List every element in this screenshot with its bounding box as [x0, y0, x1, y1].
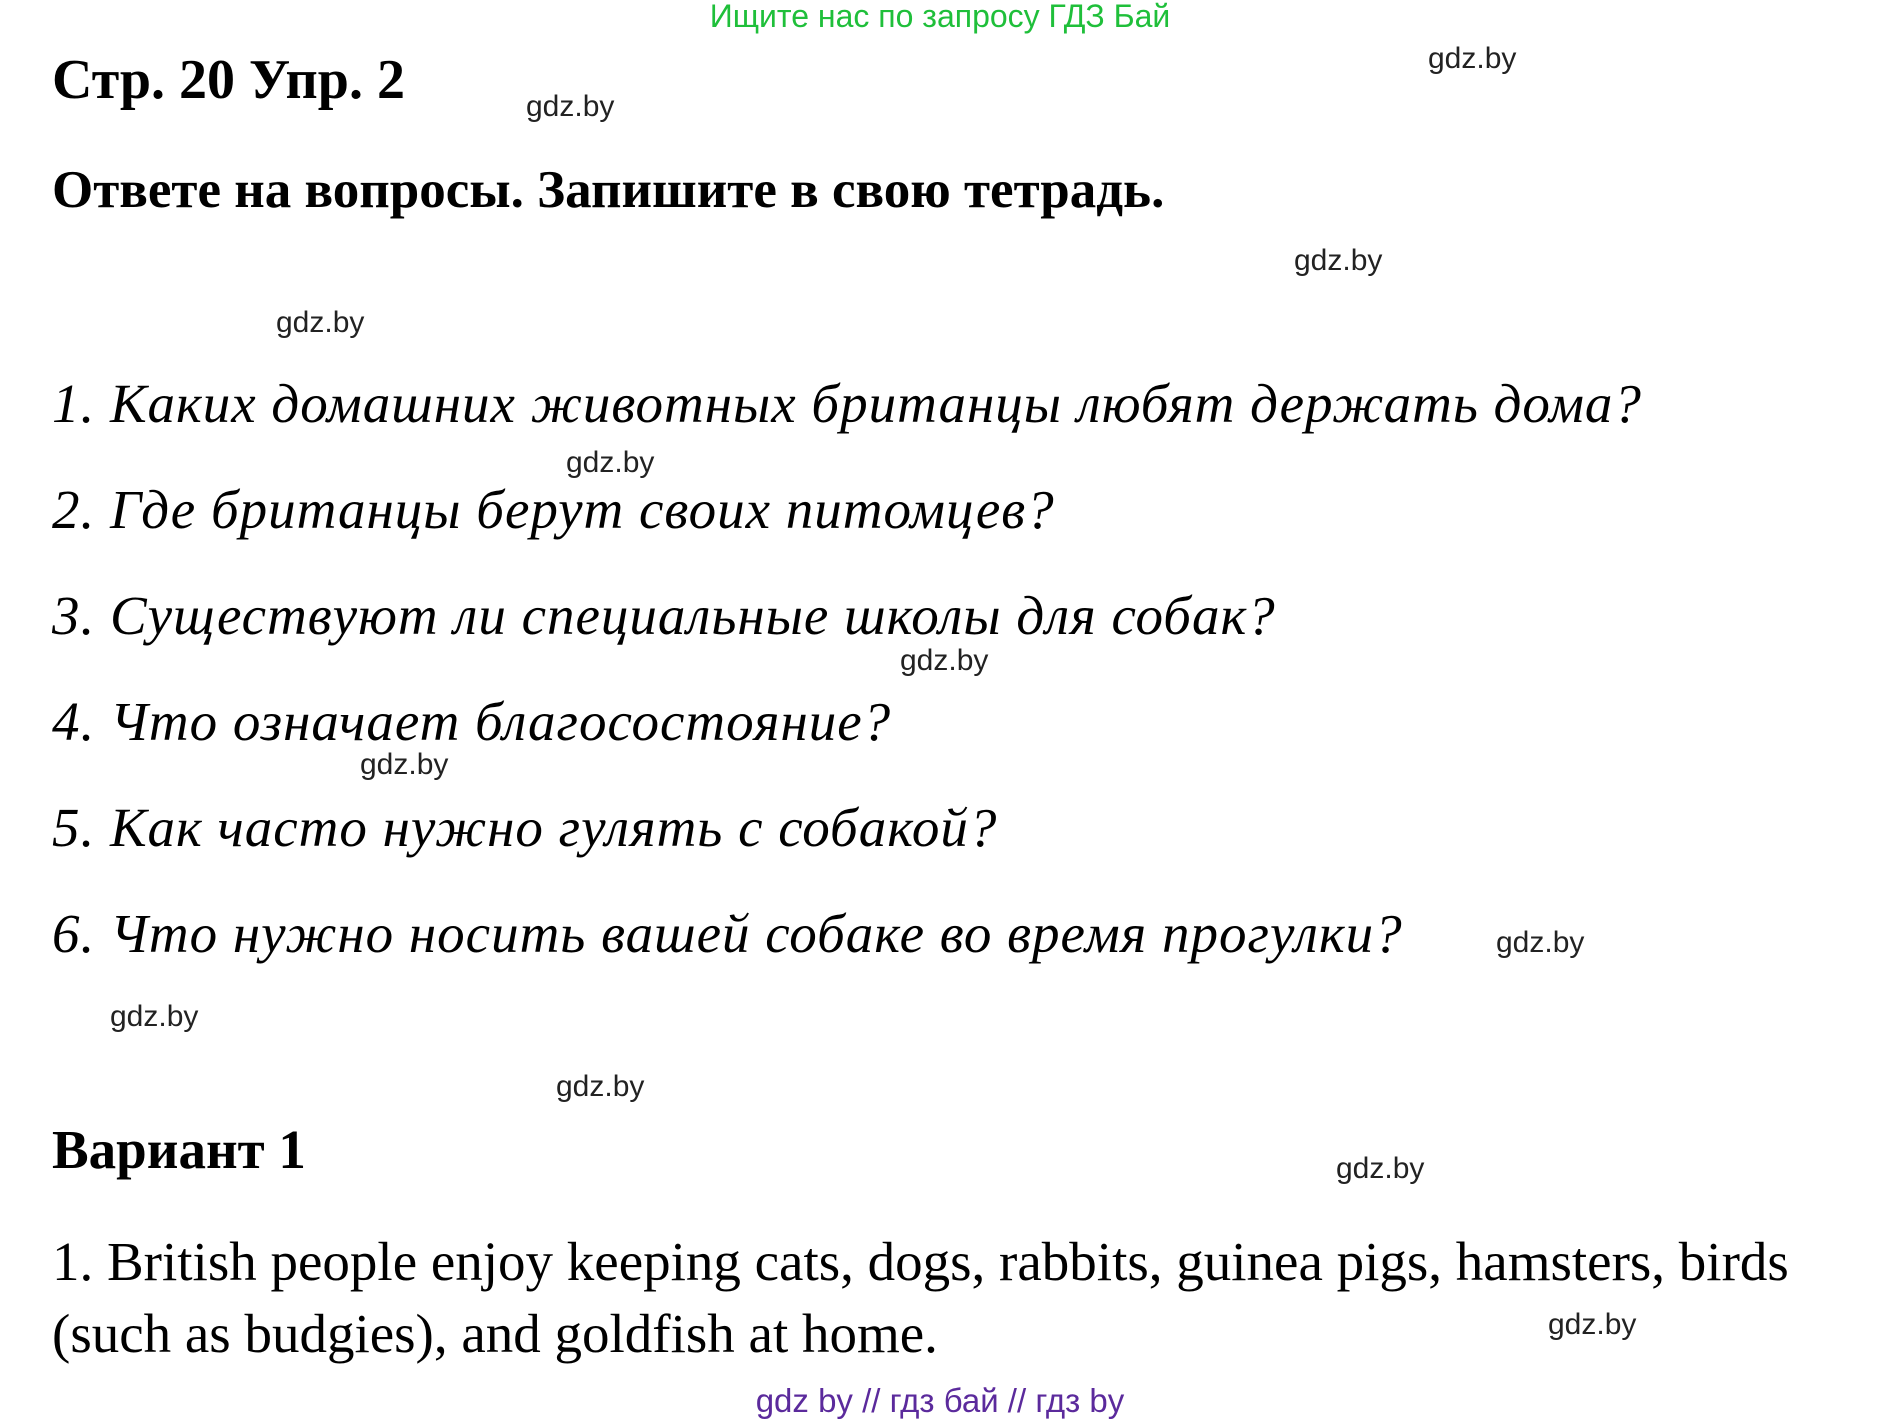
watermark: gdz.by	[566, 446, 655, 479]
watermark: gdz.by	[360, 748, 449, 781]
question-4: 4. Что означает благосостояние?	[52, 691, 892, 752]
watermark: gdz.by	[556, 1070, 645, 1103]
watermark: gdz.by	[1428, 42, 1517, 75]
question-3: 3. Существуют ли специальные школы для собак?	[52, 585, 1276, 646]
watermark: gdz.by	[276, 306, 365, 339]
question-6: 6. Что нужно носить вашей собаке во время прогулки?	[52, 903, 1403, 964]
watermark: gdz.by	[1336, 1152, 1425, 1185]
instruction-heading: Ответе на вопросы. Запишите в свою тетрадь.	[52, 161, 1165, 219]
question-1: 1. Каких домашних животных британцы любят держать дома?	[52, 373, 1642, 434]
watermark: gdz.by	[900, 644, 989, 677]
watermark: gdz.by	[1496, 926, 1585, 959]
top-banner: Ищите нас по запросу ГДЗ Бай	[709, 0, 1171, 34]
question-5: 5. Как часто нужно гулять с собакой?	[52, 797, 998, 858]
footer-watermark: gdz by // гдз бай // гдз by	[755, 1382, 1125, 1419]
page-title: Стр. 20 Упр. 2	[52, 49, 405, 111]
watermark: gdz.by	[1294, 244, 1383, 277]
question-2: 2. Где британцы берут своих питомцев?	[52, 479, 1055, 540]
variant-title: Вариант 1	[52, 1119, 306, 1180]
watermark: gdz.by	[526, 90, 615, 123]
watermark: gdz.by	[1548, 1308, 1637, 1341]
answer-1: 1. British people enjoy keeping cats, dogs, rabbits, guinea pigs, hamsters, birds (such as budgies), and goldfish at home.	[52, 1231, 1789, 1364]
watermark: gdz.by	[110, 1000, 199, 1033]
